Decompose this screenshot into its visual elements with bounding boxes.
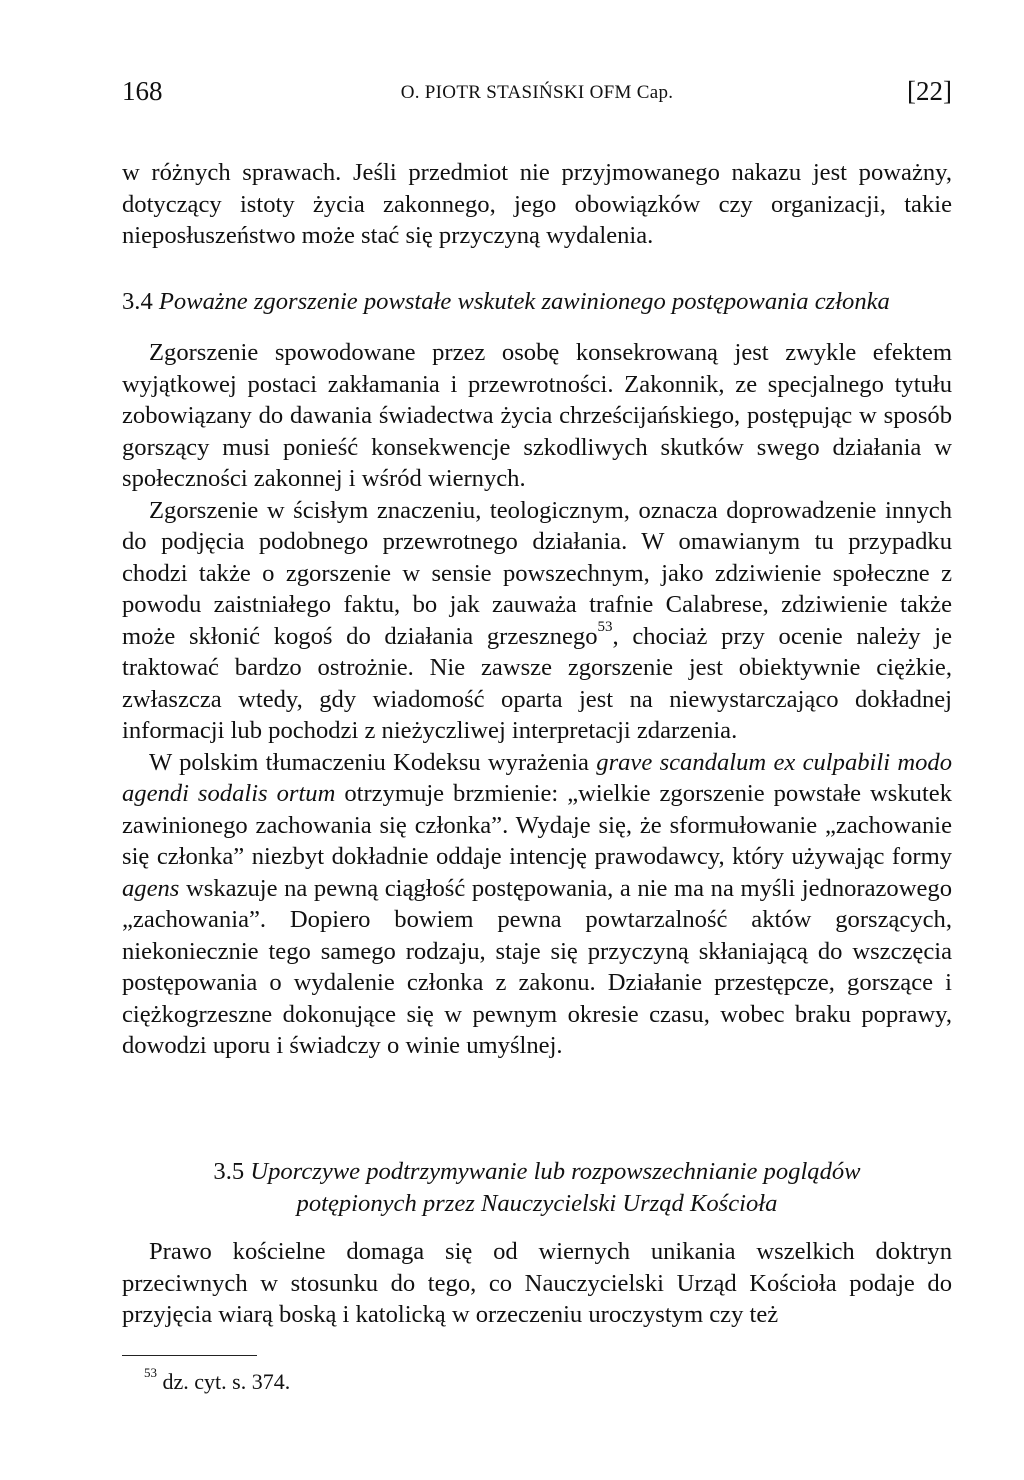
footnote-reference[interactable]: 53 bbox=[597, 619, 613, 636]
section-title: Poważne zgorszenie powstałe wskutek zawinionego postępowania członka bbox=[158, 288, 890, 315]
page-number: 168 bbox=[122, 76, 163, 106]
section-title-line: potępionych przez Nauczycielski Urząd Kościoła bbox=[296, 1189, 778, 1217]
paragraph-text: wskazuje na pewną ciągłość postępowania, a nie ma na myśli jednorazowego „zachowania”. Dopiero bowiem pewna powtarzalność aktów gorszących, niekoniecznie tego samego rodzaju, staje się przyczyną skłaniającą do wszczęcia postępowania o wydalenie członka z zakonu. Działanie przestępcze, gorszące i ciężkogrzeszne dokonujące się w pewnym okresie czasu, wobec braku poprawy, dowodzi uporu i świadczy o winie umyślnej. bbox=[122, 874, 952, 1059]
footnote-mark: 53 bbox=[144, 1364, 157, 1380]
paragraph: Prawo kościelne domaga się od wiernych unikania wszelkich doktryn przeciwnych w stosunku do tego, co Nauczycielski Urząd Kościoła podaje do przyjęcia wiarą boską i katolicką w orzeczeniu uroczystym czy też bbox=[122, 1238, 952, 1328]
paragraph: w różnych sprawach. Jeśli przedmiot nie przyjmowanego nakazu jest poważny, dotyczący istoty życia zakonnego, jego obowiązków czy organizacji, takie nieposłuszeństwo może stać się przyczyną wydalenia. bbox=[122, 159, 952, 249]
footnote-separator bbox=[122, 1355, 257, 1356]
latin-phrase: grave scandalum ex culpabili modo agendi sodalis ortum bbox=[122, 748, 952, 807]
running-head-author: O. PIOTR STASIŃSKI OFM Cap. bbox=[400, 82, 674, 103]
paragraph-text: Zgorszenie w ścisłym znaczeniu, teologicznym, oznacza doprowadzenie innych do podjęcia podobnego przewrotnego działania. W omawianym tu przypadku chodzi także o zgorszenie w sensie powszechnym, jako zdziwienie społeczne z powodu zaistniałego faktu, bo jak zauważa trafnie Calabrese, zdziwienie także może skłonić kogoś do działania grzesznego bbox=[122, 496, 952, 650]
footnote bbox=[144, 1364, 291, 1396]
section-heading-3-4 bbox=[122, 286, 952, 318]
section-title: Uporczywe podtrzymywanie lub rozpowszechnianie poglądów bbox=[250, 1158, 861, 1185]
paragraph-text: W polskim tłumaczeniu Kodeksu wyrażenia bbox=[149, 748, 597, 776]
section-title-line bbox=[122, 1156, 952, 1188]
document-page bbox=[122, 0, 952, 1480]
paragraph bbox=[122, 747, 952, 1062]
paragraph: Zgorszenie spowodowane przez osobę konsekrowaną jest zwykle efektem wyjątkowej postaci zakłamania i przewrotności. Zakonnik, ze specjalnego tytułu zobowiązany do dawania świadectwa życia chrześcijańskiego, postępując w sposób gorszący musi ponieść konsekwencje szkodliwych skutków swego działania w społeczności zakonnej i wśród wiernych. bbox=[122, 339, 952, 492]
paragraph bbox=[122, 495, 952, 747]
running-header bbox=[122, 70, 952, 110]
section-number: 3.5 bbox=[213, 1158, 245, 1185]
section-3-4-body bbox=[122, 337, 952, 1062]
paragraph-text: otrzymuje brzmienie: „wielkie zgorszenie powstałe wskutek zawinionego zachowania się członka”. Wydaje się, że sformułowanie „zachowanie się członka” niezbyt dokładnie oddaje intencję prawodawcy, który używając formy bbox=[122, 780, 952, 870]
paragraph-text: , chociaż przy ocenie należy je traktować bardzo ostrożnie. Nie zawsze zgorszenie jest obiektywnie ciężkie, zwłaszcza wtedy, gdy wiadomość oparta jest na niewystarczająco dokładnej informacji lub pochodzi z nieżyczliwej interpretacji zdarzenia. bbox=[122, 622, 953, 744]
latin-term: agens bbox=[122, 874, 180, 902]
paragraph-continuation bbox=[122, 157, 952, 252]
bracket-page-ref: [22] bbox=[907, 76, 952, 106]
section-number: 3.4 bbox=[122, 288, 153, 315]
section-3-5-body bbox=[122, 1236, 952, 1331]
section-heading-3-5 bbox=[122, 1156, 952, 1219]
footnote-text: dz. cyt. s. 374. bbox=[157, 1369, 291, 1394]
